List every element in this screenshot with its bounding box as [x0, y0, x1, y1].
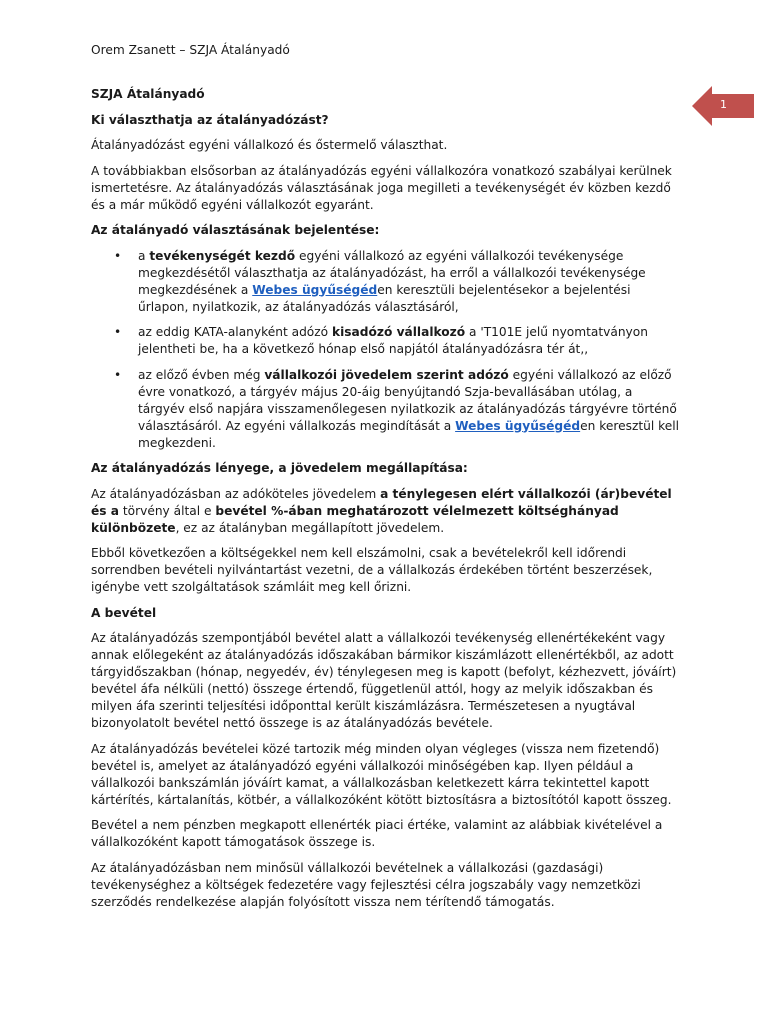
paragraph: Átalányadózást egyéni vállalkozó és őstermelő választhat. [91, 138, 448, 152]
paragraph: Az átalányadózás bevételei közé tartozik még minden olyan végleges (vissza nem fizetendő) bevétel is, amelyet az átalányadózó egyéni vállalkozói minőségében kap. Ilyen például a vállalkozói bankszámlán jóváírt kamat, a vállalkozásban keletkezett kárra tekintettel kapott kártérítés, kártalanítás, kötbér, a vállalkozóként kötött biztosításra a biztosítótól kapott összeg. [91, 741, 672, 807]
bullet-list [91, 248, 681, 452]
paragraph: Az átalányadózás szempontjából bevétel alatt a vállalkozói tevékenység ellenértékeként vagy annak előlegeként az átalányadózás időszakában bármikor kiszámlázott ellenértékből, az adott tárgyidőszakban (hónap, negyedév, év) ténylegesen meg is kapott (befolyt, kézhezvett, jóváírt) bevétel áfa nélküli (nettó) összege értendő, függetlenül attól, hogy az melyik időszakban és milyen áfa szerinti teljesítési időponttal került kiszámlázásra. Természetesen a nyugtával bizonyolatolt bevétel nettó összege is az átalányadózás bevétele. [91, 631, 677, 730]
section-heading: Az átalányadózás lényege, a jövedelem megállapítása: [91, 461, 468, 475]
section-heading: Ki választhatja az átalányadózást? [91, 112, 329, 127]
page-number: 1 [720, 98, 727, 111]
page-header: Orem Zsanett – SZJA Átalányadó [91, 43, 290, 57]
document-title: SZJA Átalányadó [91, 87, 205, 101]
page-number-arrow [692, 86, 754, 126]
webes-ugyfelkapu-link[interactable]: Webes ügyűségéd [252, 282, 378, 297]
list-item: • az eddig KATA-alanyként adózó kisadózó vállalkozó a 'T101E jelű nyomtatványon jelentheti be, ha a következő hónap első napjától átalányadózásra tér át,, [138, 324, 681, 358]
paragraph: A továbbiakban elsősorban az átalányadózás egyéni vállalkozóra vonatkozó szabályai kerülnek ismertetésre. Az átalányadózás választásának joga megilleti a tevékenységét év közben kezdő és a már működő egyéni vállalkozót egyaránt. [91, 163, 672, 212]
paragraph: Az átalányadózásban nem minősül vállalkozói bevételnek a vállalkozási (gazdasági) tevékenységhez a költségek fedezetére vagy fejlesztési célra jogszabály vagy nemzetközi szerződés rendelkezése alapján folyósított vissza nem térítendő támogatás. [91, 860, 641, 909]
paragraph: Ebből következően a költségekkel nem kell elszámolni, csak a bevételekről kell időrendi sorrendben bevételi nyilvántartást vezetni, de a vállalkozás érdekében történt beszerzések, igénybe vett szolgáltatások számláit meg kell őrizni. [91, 546, 653, 594]
section-heading: A bevétel [91, 605, 157, 620]
list-item: • a tevékenységét kezdő egyéni vállalkozó az egyéni vállalkozói tevékenysége megkezdésétől választhatja az átalányadózást, ha erről a vállalkozói tevékenysége megkezdésének a Webes ügyűségéden keresztüli bejelentésekor a bejelentési űrlapon, nyilatkozik, az átalányadózás választásáról, [138, 248, 681, 316]
list-item: • az előző évben még vállalkozói jövedelem szerint adózó egyéni vállalkozó az előző évre vonatkozó, a tárgyév május 20-áig benyújtandó Szja-bevallásában utólag, a tárgyév első napjára visszamenőlegesen nyilatkozik az átalányadózás tárgyévre történő választásáról. Az egyéni vállalkozás megindítását a Webes ügyűségéden keresztül kell megkezdeni. [138, 367, 681, 452]
document-body [91, 86, 681, 919]
paragraph: Az átalányadózásban az adóköteles jövedelem a ténylegesen elért vállalkozói (ár)bevétel és a törvény által e bevétel %-ában meghatározott vélelmezett költséghányad különbözete, ez az átalányban megállapított jövedelem. [91, 486, 672, 535]
paragraph: Bevétel a nem pénzben megkapott ellenérték piaci értéke, valamint az alábbiak kivételével a vállalkozóként kapott támogatások összege is. [91, 818, 663, 849]
section-heading: Az átalányadó választásának bejelentése: [91, 223, 380, 237]
webes-ugyfelkapu-link[interactable]: Webes ügyűségéd [455, 418, 581, 433]
